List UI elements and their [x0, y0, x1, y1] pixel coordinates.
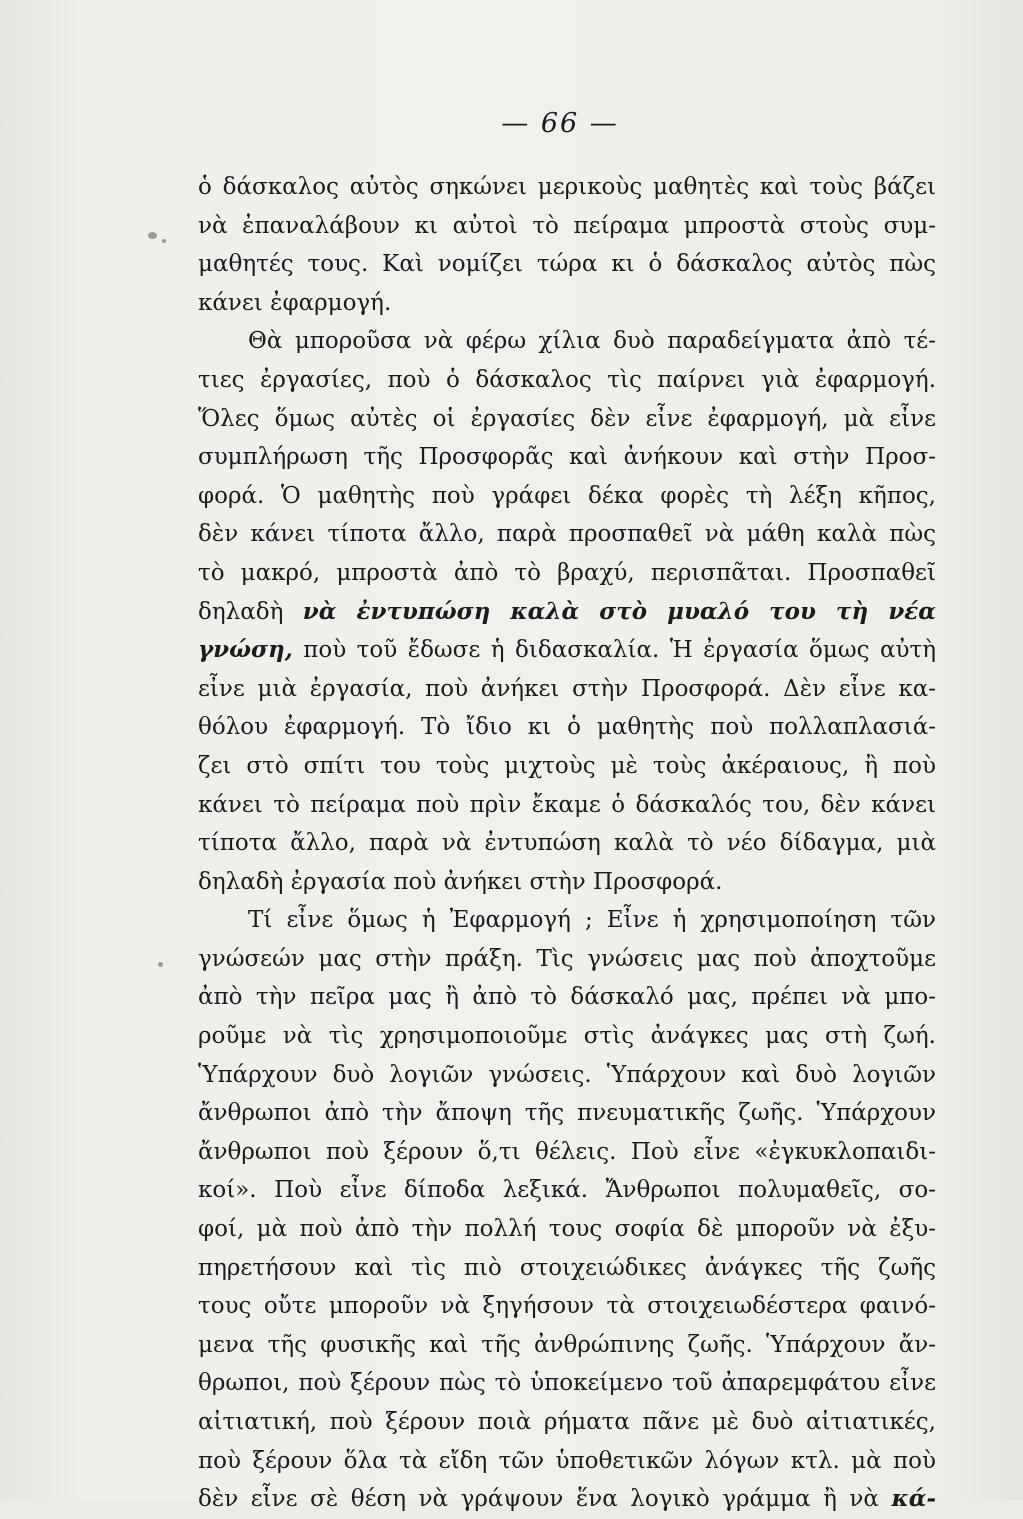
text-line — [198, 1442, 936, 1481]
text-line — [198, 168, 936, 207]
text-line — [198, 207, 936, 246]
emphasized-text: κά- — [891, 1485, 936, 1513]
line-text: κάνει ἐφαρμογή. — [198, 289, 392, 316]
page-speck — [162, 239, 166, 243]
line-text: δὲν κάνει τίποτα ἄλλο, παρὰ προσπαθεῖ νὰ μάθη καλὰ πὼς — [198, 521, 936, 548]
line-text: Ὑπάρχουν δυὸ λογιῶν γνώσεις. Ὑπάρχουν καὶ δυὸ λογιῶν — [198, 1061, 936, 1088]
line-text: Θὰ μποροῦσα νὰ φέρω χίλια δυὸ παραδείγματα ἀπὸ τέ- — [248, 328, 936, 355]
line-text: τιες ἐργασίες, ποὺ ὁ δάσκαλος τὶς παίρνει γιὰ ἐφαρμογή. — [198, 366, 936, 393]
line-text: γνώσεών μας στὴν πράξη. Τὶς γνώσεις μας ποὺ ἀποχτοῦμε — [198, 945, 936, 972]
line-text: μαθητές τους. Καὶ νομίζει τώρα κι ὁ δάσκαλος αὐτὸς πὼς — [198, 251, 936, 278]
text-line — [198, 901, 936, 940]
text-line — [198, 1249, 936, 1288]
text-line — [198, 400, 936, 439]
text-line — [198, 1210, 936, 1249]
text-line — [198, 1403, 936, 1442]
line-text: ποὺ τοῦ ἔδωσε ἡ διδασκαλία. Ἡ ἐργασία ὅμως αὐτὴ — [292, 637, 936, 664]
line-text: Τί εἶνε ὅμως ἡ Ἐφαρμογή ; Εἶνε ἡ χρησιμοποίηση τῶν — [248, 907, 936, 934]
text-line — [198, 477, 936, 516]
line-text: ἀπὸ τὴν πεῖρα μας ἢ ἀπὸ τὸ δάσκαλό μας, πρέπει νὰ μπο- — [198, 984, 936, 1011]
emphasized-text: νὰ ἐντυπώση καλὰ στὸ μυαλό του τὴ νέα — [302, 597, 936, 625]
line-text: τὸ μακρό, μπροστὰ ἀπὸ τὸ βραχύ, περισπᾶται. Προσπαθεῖ — [198, 559, 936, 586]
line-text: φοί, μὰ ποὺ ἀπὸ τὴν πολλή τους σοφία δὲ μποροῦν νὰ ἐξυ- — [198, 1216, 936, 1243]
text-line — [198, 1017, 936, 1056]
line-text: πηρετήσουν καὶ τὶς πιὸ στοιχειώδικες ἀνάγκες τῆς ζωῆς — [198, 1254, 936, 1281]
text-line — [198, 438, 936, 477]
text-line — [198, 824, 936, 863]
text-line — [198, 322, 936, 361]
line-text: θόλου ἐφαρμογή. Τὸ ἴδιο κι ὁ μαθητὴς ποὺ πολλαπλασιά- — [198, 714, 936, 741]
text-line — [198, 747, 936, 786]
line-text: ἄνθρωποι ἀπὸ τὴν ἄποψη τῆς πνευματικῆς ζωῆς. Ὑπάρχουν — [198, 1100, 936, 1127]
text-line — [198, 284, 936, 323]
text-line — [198, 1326, 936, 1365]
line-text: κάνει τὸ πείραμα ποὺ πρὶν ἔκαμε ὁ δάσκαλός του, δὲν κάνει — [198, 791, 936, 818]
line-text: δηλαδὴ — [198, 598, 303, 625]
line-text: θρωποι, ποὺ ξέρουν πὼς τὸ ὑποκείμενο τοῦ ἀπαρεμφάτου εἶνε — [198, 1370, 936, 1397]
text-line — [198, 708, 936, 747]
line-text: ροῦμε νὰ τὶς χρησιμοποιοῦμε στὶς ἀνάγκες μας στὴ ζωή. — [198, 1023, 936, 1050]
line-text: Ὅλες ὅμως αὐτὲς οἱ ἐργασίες δὲν εἶνε ἐφαρμογή, μὰ εἶνε — [198, 405, 936, 432]
page-speck — [148, 232, 157, 239]
text-line — [198, 631, 936, 670]
line-text: ἄνθρωποι ποὺ ξέρουν ὅ,τι θέλεις. Ποὺ εἶνε «ἐγκυκλοπαιδι- — [198, 1138, 936, 1165]
line-text: μενα τῆς φυσικῆς καὶ τῆς ἀνθρώπινης ζωῆς. Ὑπάρχουν ἄν- — [198, 1331, 936, 1358]
body-text — [198, 168, 936, 1519]
text-line — [198, 1171, 936, 1210]
line-text: ποὺ ξέρουν ὅλα τὰ εἴδη τῶν ὑποθετικῶν λόγων κτλ. μὰ ποὺ — [198, 1447, 936, 1474]
text-line — [198, 1287, 936, 1326]
text-line — [198, 515, 936, 554]
text-line — [198, 554, 936, 593]
text-line — [198, 361, 936, 400]
text-line — [198, 863, 936, 902]
text-line — [198, 245, 936, 284]
text-line — [198, 670, 936, 709]
text-line — [198, 593, 936, 632]
line-text: δηλαδὴ ἐργασία ποὺ ἀνήκει στὴν Προσφορά. — [198, 868, 723, 895]
text-line — [198, 1056, 936, 1095]
line-text: ζει στὸ σπίτι του τοὺς μιχτοὺς μὲ τοὺς ἀκέραιους, ἢ ποὺ — [198, 752, 936, 779]
page-number: — 66 — — [501, 108, 619, 139]
text-line — [198, 786, 936, 825]
line-text: συμπλήρωση τῆς Προσφορᾶς καὶ ἀνήκουν καὶ στὴν Προσ- — [198, 444, 936, 471]
line-text: νὰ ἐπαναλάβουν κι αὐτοὶ τὸ πείραμα μπροστὰ στοὺς συμ- — [198, 212, 936, 239]
line-text: φορά. Ὁ μαθητὴς ποὺ γράφει δέκα φορὲς τὴ λέξη κῆπος, — [198, 482, 936, 509]
page-speck — [158, 962, 163, 967]
text-line — [198, 1094, 936, 1133]
text-line — [198, 940, 936, 979]
line-text: αἰτιατική, ποὺ ξέρουν ποιὰ ρήματα πᾶνε μὲ δυὸ αἰτιατικές, — [198, 1409, 936, 1435]
line-text: τους οὔτε μποροῦν νὰ ξηγήσουν τὰ στοιχειωδέστερα φαινό- — [198, 1293, 936, 1320]
emphasized-text: γνώση, — [198, 636, 293, 664]
text-line — [198, 1133, 936, 1172]
text-line — [198, 978, 936, 1017]
line-text: δὲν εἶνε σὲ θέση νὰ γράψουν ἕνα λογικὸ γράμμα ἢ νὰ — [198, 1486, 892, 1513]
text-line — [198, 1480, 936, 1519]
text-line — [198, 1364, 936, 1403]
line-text: εἶνε μιὰ ἐργασία, ποὺ ἀνήκει στὴν Προσφορά. Δὲν εἶνε κα- — [198, 675, 936, 702]
line-text: ὁ δάσκαλος αὐτὸς σηκώνει μερικοὺς μαθητὲς καὶ τοὺς βάζει — [198, 174, 936, 200]
line-text: κοί». Ποὺ εἶνε δίποδα λεξικά. Ἄνθρωποι πολυμαθεῖς, σο- — [198, 1177, 936, 1204]
line-text: τίποτα ἄλλο, παρὰ νὰ ἐντυπώση καλὰ τὸ νέο δίδαγμα, μιὰ — [198, 830, 936, 857]
